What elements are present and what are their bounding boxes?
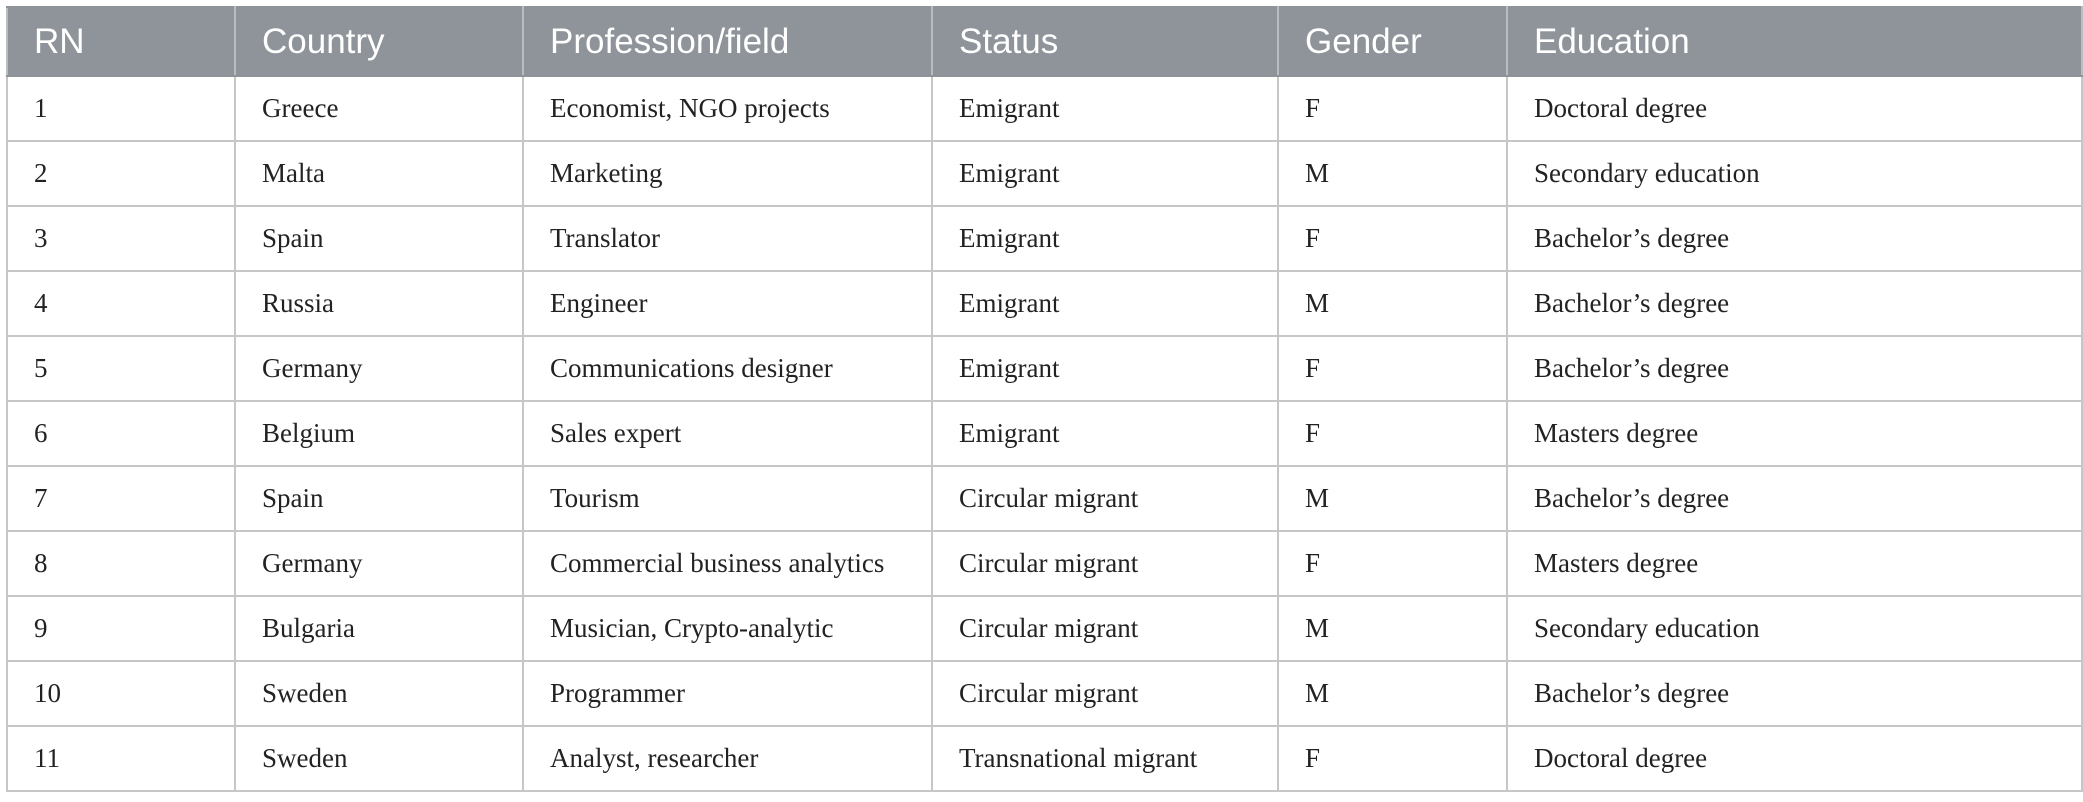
cell-gender: M	[1278, 271, 1507, 336]
cell-country: Belgium	[235, 401, 523, 466]
cell-status: Emigrant	[932, 271, 1278, 336]
table-row	[7, 661, 2082, 726]
participants-table-container	[6, 6, 2081, 792]
cell-rn: 1	[7, 76, 235, 141]
cell-rn: 5	[7, 336, 235, 401]
cell-education: Bachelor’s degree	[1507, 206, 2082, 271]
column-header-gender: Gender	[1278, 7, 1507, 76]
cell-profession: Engineer	[523, 271, 932, 336]
column-header-rn: RN	[7, 7, 235, 76]
cell-profession: Communications designer	[523, 336, 932, 401]
cell-rn: 7	[7, 466, 235, 531]
cell-gender: M	[1278, 596, 1507, 661]
column-header-country: Country	[235, 7, 523, 76]
table-row	[7, 336, 2082, 401]
cell-country: Bulgaria	[235, 596, 523, 661]
cell-gender: M	[1278, 466, 1507, 531]
cell-rn: 3	[7, 206, 235, 271]
cell-country: Spain	[235, 206, 523, 271]
cell-profession: Analyst, researcher	[523, 726, 932, 791]
column-header-profession: Profession/field	[523, 7, 932, 76]
cell-rn: 10	[7, 661, 235, 726]
cell-gender: F	[1278, 726, 1507, 791]
table-row	[7, 726, 2082, 791]
table-row	[7, 596, 2082, 661]
cell-gender: F	[1278, 76, 1507, 141]
table-row	[7, 271, 2082, 336]
cell-profession: Tourism	[523, 466, 932, 531]
cell-gender: F	[1278, 401, 1507, 466]
cell-education: Secondary education	[1507, 141, 2082, 206]
cell-profession: Programmer	[523, 661, 932, 726]
cell-country: Germany	[235, 531, 523, 596]
cell-education: Bachelor’s degree	[1507, 271, 2082, 336]
cell-country: Russia	[235, 271, 523, 336]
cell-status: Circular migrant	[932, 661, 1278, 726]
cell-education: Secondary education	[1507, 596, 2082, 661]
cell-country: Germany	[235, 336, 523, 401]
column-header-status: Status	[932, 7, 1278, 76]
table-body	[7, 76, 2082, 791]
cell-profession: Sales expert	[523, 401, 932, 466]
cell-rn: 6	[7, 401, 235, 466]
cell-gender: M	[1278, 141, 1507, 206]
table-row	[7, 466, 2082, 531]
cell-status: Circular migrant	[932, 531, 1278, 596]
cell-education: Masters degree	[1507, 401, 2082, 466]
column-header-education: Education	[1507, 7, 2082, 76]
cell-education: Bachelor’s degree	[1507, 336, 2082, 401]
table-row	[7, 206, 2082, 271]
cell-rn: 11	[7, 726, 235, 791]
participants-table	[6, 6, 2083, 792]
cell-country: Sweden	[235, 661, 523, 726]
cell-education: Masters degree	[1507, 531, 2082, 596]
cell-rn: 8	[7, 531, 235, 596]
cell-status: Emigrant	[932, 76, 1278, 141]
cell-gender: F	[1278, 206, 1507, 271]
cell-gender: F	[1278, 531, 1507, 596]
cell-education: Doctoral degree	[1507, 76, 2082, 141]
cell-profession: Translator	[523, 206, 932, 271]
cell-status: Emigrant	[932, 206, 1278, 271]
cell-profession: Commercial business analytics	[523, 531, 932, 596]
cell-status: Transnational migrant	[932, 726, 1278, 791]
cell-gender: F	[1278, 336, 1507, 401]
cell-rn: 2	[7, 141, 235, 206]
cell-education: Bachelor’s degree	[1507, 661, 2082, 726]
cell-status: Emigrant	[932, 401, 1278, 466]
cell-education: Doctoral degree	[1507, 726, 2082, 791]
cell-country: Spain	[235, 466, 523, 531]
cell-profession: Musician, Crypto-analytic	[523, 596, 932, 661]
cell-education: Bachelor’s degree	[1507, 466, 2082, 531]
cell-profession: Economist, NGO projects	[523, 76, 932, 141]
table-header	[7, 7, 2082, 76]
cell-country: Sweden	[235, 726, 523, 791]
header-row	[7, 7, 2082, 76]
table-row	[7, 531, 2082, 596]
table-row	[7, 141, 2082, 206]
cell-rn: 4	[7, 271, 235, 336]
cell-country: Malta	[235, 141, 523, 206]
cell-profession: Marketing	[523, 141, 932, 206]
cell-status: Emigrant	[932, 141, 1278, 206]
table-row	[7, 76, 2082, 141]
cell-country: Greece	[235, 76, 523, 141]
table-row	[7, 401, 2082, 466]
cell-status: Emigrant	[932, 336, 1278, 401]
cell-status: Circular migrant	[932, 466, 1278, 531]
cell-status: Circular migrant	[932, 596, 1278, 661]
cell-rn: 9	[7, 596, 235, 661]
cell-gender: M	[1278, 661, 1507, 726]
